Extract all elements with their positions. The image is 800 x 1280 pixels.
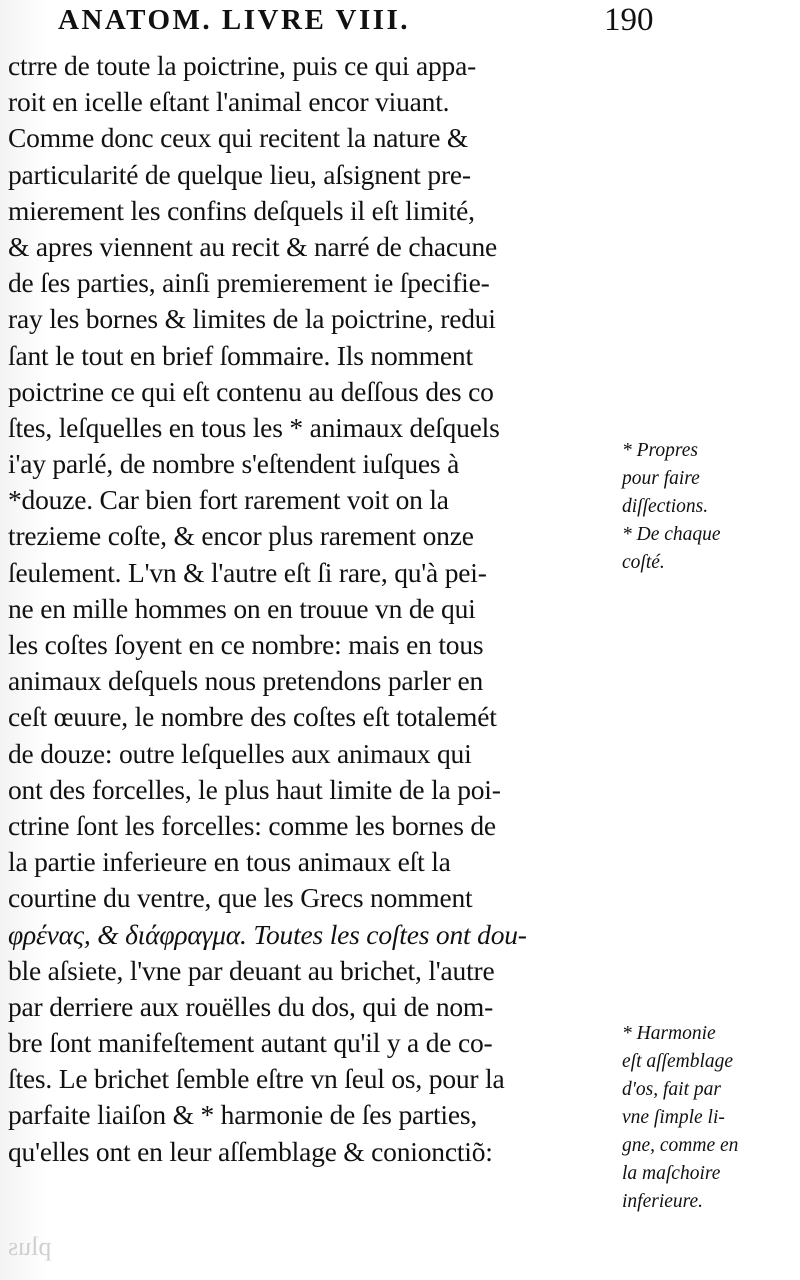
margin-note-line: eſt aſſemblage — [622, 1051, 734, 1072]
text-line: ray les bornes & limites de la poictrine, redui — [8, 303, 496, 335]
text-line: bre ſont manifeſtement autant qu'il y a de co- — [8, 1027, 493, 1059]
page-number: 190 — [604, 2, 654, 38]
text-line: courtine du ventre, que les Grecs nomment — [8, 882, 473, 914]
text-line: poictrine ce qui eſt contenu au deſſous des co — [8, 375, 494, 407]
margin-note-line: * Harmonie — [622, 1023, 716, 1044]
text-line: ſtes. Le brichet ſemble eſtre vn ſeul os, pour la — [8, 1063, 505, 1095]
margin-note-line: * Propres — [622, 440, 699, 461]
margin-note-line: la maſchoire — [622, 1163, 721, 1184]
show-through-text: plus — [8, 1232, 52, 1261]
text-line: ne en mille hommes on en trouue vn de qui — [8, 592, 476, 624]
text-line: *douze. Car bien fort rarement voit on la — [8, 484, 449, 516]
running-head-title: ANATOM. LIVRE VIII. — [58, 4, 411, 36]
margin-note-dissections — [622, 437, 798, 577]
margin-note-line: vne ſimple li- — [622, 1107, 725, 1128]
margin-note-line: gne, comme en — [622, 1135, 739, 1156]
margin-note-line: * De chaque — [622, 524, 721, 545]
text-line: ont des forcelles, le plus haut limite de la poi- — [8, 773, 501, 805]
text-line: trezieme coſte, & encor plus rarement onze — [8, 520, 474, 552]
main-text-block — [8, 48, 620, 1170]
text-line: Comme donc ceux qui recitent la nature & — [8, 122, 469, 154]
text-line: de douze: outre leſquelles aux animaux qui — [8, 737, 472, 769]
text-line: ble aſsiete, l'vne par deuant au brichet, l'autre — [8, 954, 495, 986]
text-line: qu'elles ont en leur aſſemblage & conionctiõ: — [8, 1135, 493, 1167]
text-line: ctrre de toute la poictrine, puis ce qui appa- — [8, 50, 477, 81]
text-line: ſant le tout en brief ſommaire. Ils nomment — [8, 339, 473, 371]
text-line: parfaite liaiſon & * harmonie de ſes parties, — [8, 1099, 478, 1131]
text-line: par derriere aux rouëlles du dos, qui de nom- — [8, 990, 494, 1022]
text-line: & apres viennent au recit & narré de chacune — [8, 230, 498, 262]
text-line: animaux deſquels nous pretendons parler en — [8, 665, 483, 697]
margin-note-harmonie — [622, 1020, 798, 1216]
text-line: les coſtes ſoyent en ce nombre: mais en tous — [8, 629, 484, 660]
margin-note-line: pour faire — [622, 468, 700, 489]
running-head — [0, 2, 800, 42]
text-line-greek: φρένας, & διάφραγμα. Toutes les coſtes ont dou- — [8, 918, 527, 950]
text-line: de ſes parties, ainſi premierement ie ſpecifie- — [8, 267, 490, 299]
margin-note-line: d'os, fait par — [622, 1079, 721, 1100]
margin-note-line: diſſections. — [622, 496, 709, 517]
text-line: ceſt œuure, le nombre des coſtes eſt totalemét — [8, 701, 497, 733]
text-line: ſeulement. L'vn & l'autre eſt ſi rare, qu'à pei- — [8, 556, 487, 588]
margin-note-line: inferieure. — [622, 1191, 704, 1212]
text-line: roit en icelle eſtant l'animal encor viuant. — [8, 86, 450, 118]
text-line: i'ay parlé, de nombre s'eſtendent iuſques à — [8, 448, 460, 480]
margin-note-line: coſté. — [622, 552, 665, 573]
text-line: particularité de quelque lieu, aſsignent pre- — [8, 158, 471, 190]
text-line: mierement les confins deſquels il eſt limité, — [8, 194, 475, 226]
text-line: la partie inferieure en tous animaux eſt la — [8, 846, 451, 878]
text-line: ctrine ſont les forcelles: comme les bornes de — [8, 809, 496, 841]
text-line: ſtes, leſquelles en tous les * animaux deſquels — [8, 411, 500, 443]
